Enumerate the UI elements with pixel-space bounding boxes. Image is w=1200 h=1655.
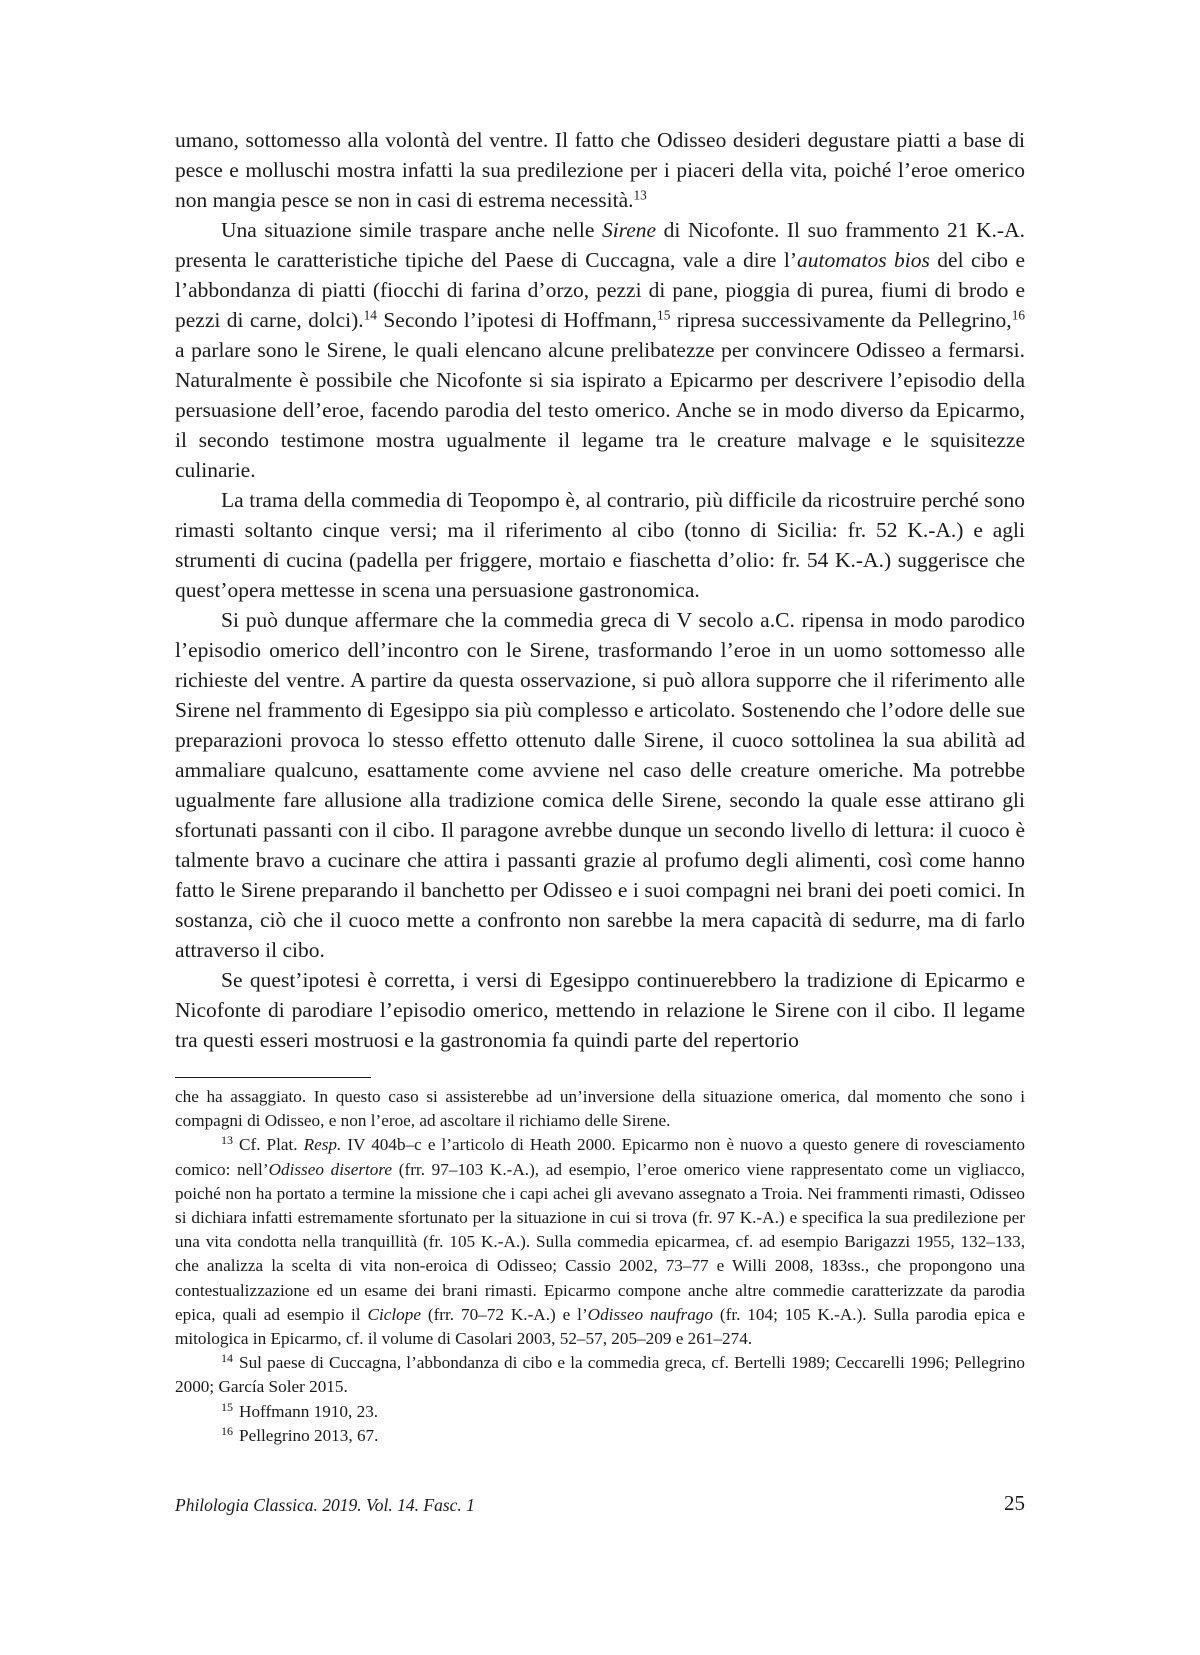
- footnote-ref-15[interactable]: 15: [657, 307, 671, 323]
- footnotes: [175, 1085, 1025, 1448]
- footnote-ref-13[interactable]: 13: [633, 187, 647, 203]
- paragraph-3: La trama della commedia di Teopompo è, al contrario, più difficile da ricostruire perché sono rimasti soltanto cinque versi; ma il riferimento al cibo (tonno di Sicilia: fr. 52 K.-A.) e agli strumenti di cucina (padella per friggere, mortaio e fiaschetta d’olio: fr. 54 K.-A.) suggerisce che quest’opera mettesse in scena una persuasione gastronomica.: [175, 488, 1025, 602]
- footnote-ref-14[interactable]: 14: [363, 307, 377, 323]
- main-text: [175, 125, 1025, 1055]
- journal-citation: Philologia Classica. 2019. Vol. 14. Fasc. 1: [175, 1495, 475, 1515]
- footnote-separator: [175, 1077, 371, 1078]
- paragraph-2: Una situazione simile traspare anche nelle Sirene di Nicofonte. Il suo frammento 21 K.-A. presenta le caratteristiche tipiche del Paese di Cuccagna, vale a dire l’automatos bios del cibo e l’abbondanza di piatti (fiocchi di farina d’orzo, pezzi di pane, pioggia di purea, fiumi di brodo e pezzi di carne, dolci).$^{14}$ Secondo l’ipotesi di Hoffmann,$^{15}$ ripresa successivamente da Pellegrino,$^{16}$ a parlare sono le Sirene, le quali elencano alcune prelibatezze per convincere Odisseo a fermarsi. Naturalmente è possibile che Nicofonte si sia ispirato a Epicarmo per descrivere l’episodio della persuasione dell’eroe, facendo parodia del testo omerico. Anche se in modo diverso da Epicarmo, il secondo testimone mostra ugualmente il legame tra le creature malvage e le squisitezze culinarie.: [175, 218, 1026, 482]
- footnote-ref-16[interactable]: 16: [1011, 307, 1026, 323]
- footnote-number: 15: [221, 1399, 234, 1414]
- paragraph-4: Si può dunque affermare che la commedia greca di V secolo a.C. ripensa in modo parodico l’episodio omerico dell’incontro con le Sirene, trasformando l’eroe in un uomo sottomesso alle richieste del ventre. A partire da questa osservazione, si può allora supporre che il riferimento alle Sirene nel frammento di Egesippo sia più complesso e articolato. Sostenendo che l’odore delle sue preparazioni provoca lo stesso effetto ottenuto dalle Sirene, il cuoco sottolinea la sua abilità ad ammaliare qualcuno, esattamente come avviene nel caso delle creature omeriche. Ma potrebbe ugualmente fare allusione alla tradizione comica delle Sirene, secondo la quale esse attirano gli sfortunati passanti con il cibo. Il paragone avrebbe dunque un secondo livello di lettura: il cuoco è talmente bravo a cucinare che attira i passanti grazie al profumo degli alimenti, così come hanno fatto le Sirene preparando il banchetto per Odisseo e i suoi compagni nei brani dei poeti comici. In sostanza, ciò che il cuoco mette a confronto non sarebbe la mera capacità di sedurre, ma di farlo attraverso il cibo.: [175, 608, 1025, 962]
- footnote-continuation: che ha assaggiato. In questo caso si assisterebbe ad un’inversione della situazione omerica, dal momento che sono i compagni di Odisseo, e non l’eroe, ad ascoltare il richiamo delle Sirene.: [175, 1087, 1025, 1131]
- paragraph-1: umano, sottomesso alla volontà del ventre. Il fatto che Odisseo desideri degustare piatti a base di pesce e molluschi mostra infatti la sua predilezione per i piaceri della vita, poiché l’eroe omerico non mangia pesce se non in casi di estrema necessità.$^{13}$: [175, 128, 1025, 212]
- page-number: 25: [1004, 1491, 1025, 1515]
- footnote-number: 16: [221, 1423, 234, 1438]
- footnote-number: 14: [221, 1351, 234, 1366]
- footnote-16: $^{16}$ Pellegrino 2013, 67.: [221, 1423, 379, 1445]
- footnote-15: $^{15}$ Hoffmann 1910, 23.: [221, 1399, 379, 1421]
- paragraph-5: Se quest’ipotesi è corretta, i versi di Egesippo continuerebbero la tradizione di Epicarmo e Nicofonte di parodiare l’episodio omerico, mettendo in relazione le Sirene con il cibo. Il legame tra questi esseri mostruosi e la gastronomia fa quindi parte del repertorio: [175, 968, 1025, 1052]
- footnote-number: 13: [221, 1133, 234, 1148]
- footnote-13: $^{13}$ Cf. Plat. Resp. IV 404b–c e l’articolo di Heath 2000. Epicarmo non è nuovo a questo genere di rovesciamento comico: nell’Odisseo disertore (frr. 97–103 K.-A.), ad esempio, l’eroe omerico viene rappresentato come un vigliacco, poiché non ha portato a termine la missione che i capi achei gli avevano assegnato a Troia. Nei frammenti rimasti, Odisseo si dichiara infatti estremamente sfortunato per la situazione in cui si trova (fr. 97 K.-A.) e specifica la sua predilezione per una vita condotta nella tranquillità (fr. 105 K.-A.). Sulla commedia epicarmea, cf. ad esempio Barigazzi 1955, 132–133, che analizza la scelta di vita non-eroica di Odisseo; Cassio 2002, 73–77 e Willi 2008, 183ss., che propongono una contestualizzazione ed un esame dei brani rimasti. Epicarmo compone anche altre commedie caratterizzate da parodia epica, quali ad esempio il Ciclope (frr. 70–72 K.-A.) e l’Odisseo naufrago (fr. 104; 105 K.-A.). Sulla parodia epica e mitologica in Epicarmo, cf. il volume di Casolari 2003, 52–57, 205–209 e 261–274.: [175, 1133, 1025, 1349]
- footnote-14: $^{14}$ Sul paese di Cuccagna, l’abbondanza di cibo e la commedia greca, cf. Bertelli 1989; Ceccarelli 1996; Pellegrino 2000; García Soler 2015.: [175, 1351, 1025, 1397]
